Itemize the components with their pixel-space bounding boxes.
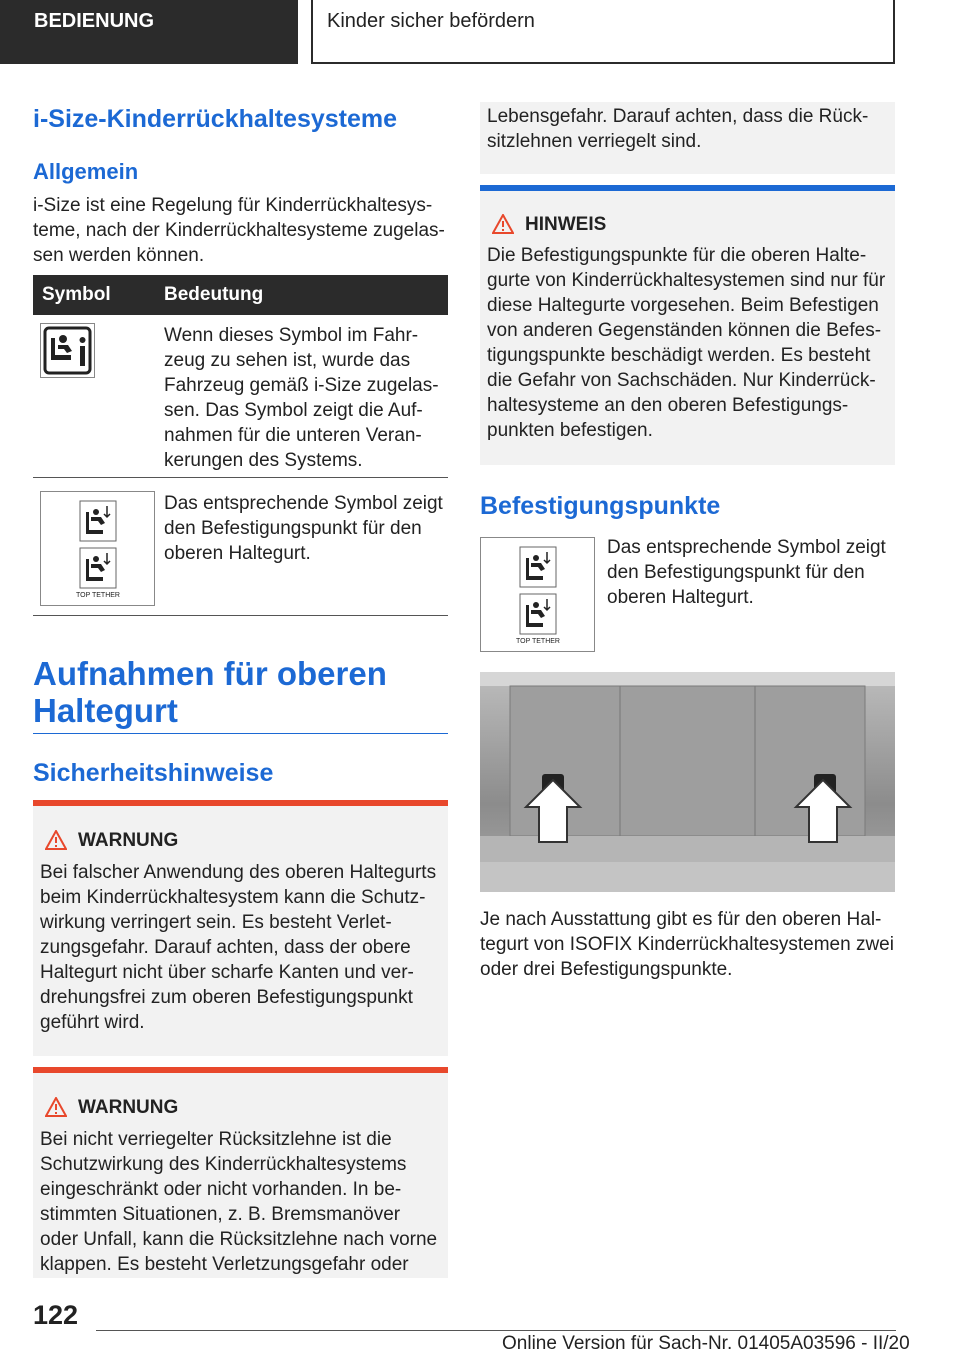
heading-rule [33, 733, 448, 734]
warning-label: WARNUNG [78, 830, 179, 851]
safety-subheading: Sicherheitshinweise [33, 759, 274, 787]
heading-aufnahmen [33, 655, 387, 729]
hint-bar [480, 185, 895, 191]
anchor-points-heading: Befestigungspunkte [480, 492, 721, 520]
top-tether-icon [480, 537, 595, 652]
hint-box [480, 185, 895, 465]
col-meaning: Bedeutung [164, 284, 264, 305]
topic-tab [311, 0, 895, 64]
footer-rule [96, 1330, 896, 1331]
hint-triangle-icon [492, 214, 514, 234]
section-label: BEDIENUNG [34, 10, 155, 32]
row2-meaning: Das entsprechende Symbol zeigt den Befestigungspunkt für den oberen Haltegurt. [164, 493, 443, 564]
warning-continuation [480, 102, 895, 174]
warning-text: Bei nicht verriegelter Rücksitzlehne ist die Schutzwirkung des Kinderrückhaltesystems eingeschränkt oder nicht vorhanden. In be-stimmten Situationen, z. B. Bremsmanöver oder Unfall, kann die Rücksitzlehne nach vorne klappen. Es besteht Verletzungsgefahr oder [40, 1129, 438, 1275]
page-title: i-Size-Kinderrückhaltesysteme [33, 105, 398, 133]
top-tether-label: TOP TETHER [516, 638, 560, 645]
warning-bar [33, 800, 448, 806]
heading-line-2: Haltegurt [33, 692, 178, 729]
table-row [33, 315, 448, 478]
table-row [33, 478, 448, 616]
section-subtitle: Allgemein [33, 159, 139, 184]
top-tether-label: TOP TETHER [76, 592, 120, 599]
page-number: 122 [33, 1300, 79, 1330]
intro-paragraph: i-Size ist eine Regelung für Kinderrückhaltesys-teme, nach der Kinderrückhaltesysteme zugelas-sen werden können. [33, 195, 445, 266]
hint-text: Die Befestigungspunkte für die oberen Halte-gurte von Kinderrückhaltesystemen sind nur für diese Haltegurte vorgesehen. Beim Befestigen von anderen Gegenständen können die Befes-tigungspunkte beschädigt werden. Es besteht die Gefahr von Sachschäden. Nur Kinderrück-haltesysteme an den oberen Befestigungs-punkten befestigen. [487, 245, 886, 441]
topic-label: Kinder sicher befördern [327, 10, 535, 32]
col-symbol: Symbol [42, 284, 111, 305]
top-tether-icon [40, 491, 155, 606]
warning-triangle-icon [45, 830, 67, 850]
equipment-paragraph: Je nach Ausstattung gibt es für den oberen Hal-tegurt von ISOFIX Kinderrückhaltesystemen zwei oder drei Befestigungspunkte. [480, 909, 894, 980]
table-header [33, 275, 448, 315]
warning-bar [33, 1067, 448, 1073]
warning-text: Bei falscher Anwendung des oberen Haltegurts beim Kinderrückhaltesystem kann die Schutz-wirkung verringert sein. Es besteht Verlet-zungsgefahr. Darauf achten, dass der obere Haltegurt nicht über scharfe Kanten und ver-drehungsfrei zum oberen Befestigungspunkt geführt wird. [40, 862, 437, 1033]
symbol-table [33, 275, 448, 616]
row1-meaning: Wenn dieses Symbol im Fahr-zeug zu sehen ist, wurde das Fahrzeug gemäß i-Size zugelas-sen. Das Symbol zeigt die Auf-nahmen für die unteren Veran-kerungen des Systems. [164, 325, 439, 471]
heading-line-1: Aufnahmen für oberen [33, 655, 387, 692]
section-tab [0, 0, 298, 64]
symbol-description: Das entsprechende Symbol zeigt den Befestigungspunkt für den oberen Haltegurt. [607, 537, 886, 608]
continued-text: Lebensgefahr. Darauf achten, dass die Rück-sitzlehnen verriegelt sind. [487, 106, 869, 152]
online-version: Online Version für Sach-Nr. 01405A03596 - II/20 [502, 1333, 910, 1354]
warning-label: WARNUNG [78, 1097, 179, 1118]
hint-label: HINWEIS [525, 214, 607, 235]
isofix-icon [40, 323, 95, 378]
warning-box-2 [33, 1067, 448, 1278]
warning-triangle-icon [45, 1097, 67, 1117]
warning-box-1 [33, 800, 448, 1056]
trunk-photo [480, 672, 895, 892]
